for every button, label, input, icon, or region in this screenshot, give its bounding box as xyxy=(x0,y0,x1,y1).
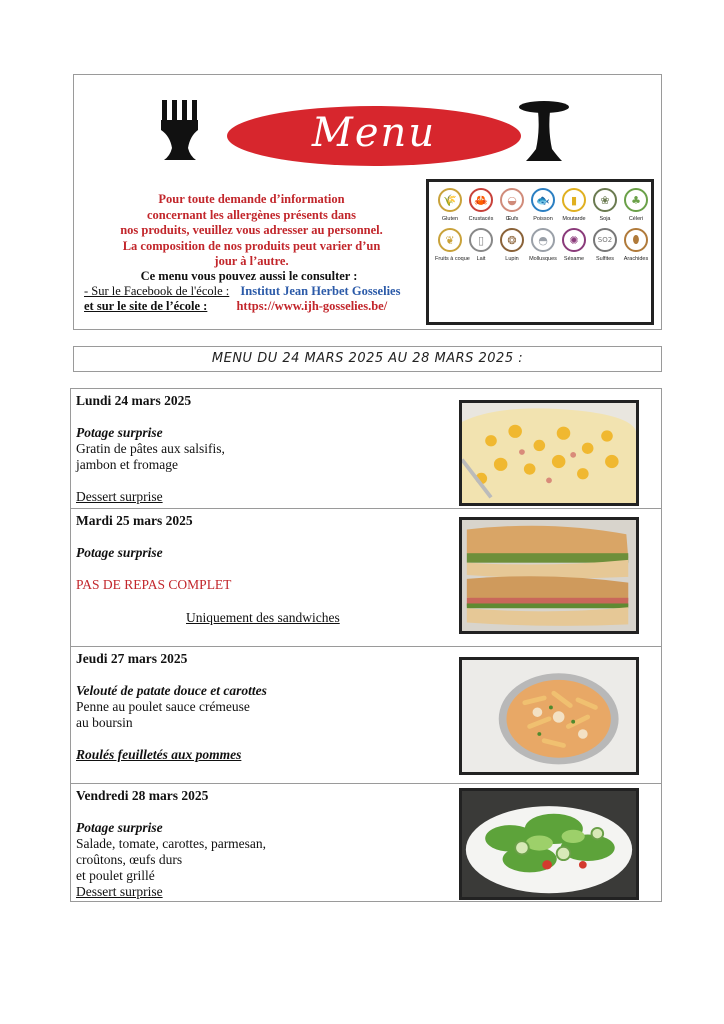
consult-info xyxy=(84,269,414,314)
day-notice: PAS DE REPAS COMPLET xyxy=(76,577,232,592)
pasta-gratin-photo xyxy=(459,400,639,506)
allergen-nut xyxy=(435,228,470,262)
stand-icon xyxy=(518,101,570,163)
day-date: Mardi 25 mars 2025 xyxy=(76,513,193,528)
day-main: Penne au poulet sauce crémeuse xyxy=(76,699,250,714)
nut-icon: ❦ xyxy=(438,228,462,252)
day-row-tuesday xyxy=(71,508,661,646)
egg-icon: ◒ xyxy=(500,188,524,212)
day-soup: Velouté de patate douce et carottes xyxy=(76,683,267,698)
info-line: La composition de nos produits peut varier d’un xyxy=(122,238,381,253)
day-dessert: Roulés feuilletés aux pommes xyxy=(76,747,242,762)
day-note: Uniquement des sandwiches xyxy=(186,610,340,625)
allergen-label: Sésame xyxy=(563,256,585,262)
day-row-monday xyxy=(71,389,661,508)
crab-icon: 🦀 xyxy=(469,188,493,212)
info-line: nos produits, veuillez vous adresser au personnel. xyxy=(120,223,383,237)
day-soup: Potage surprise xyxy=(76,820,163,835)
menu-header xyxy=(73,74,662,330)
fork-icon xyxy=(160,100,200,162)
menu-title-bar xyxy=(73,346,662,372)
site-row xyxy=(84,299,414,314)
day-soup: Potage surprise xyxy=(76,545,163,560)
info-line: Pour toute demande d’information xyxy=(158,192,345,206)
day-main: Gratin de pâtes aux salsifis, xyxy=(76,441,225,456)
allergen-label: Œufs xyxy=(505,216,519,222)
day-main: au boursin xyxy=(76,715,133,730)
allergen-mustard xyxy=(559,188,589,222)
allergen-label: Lait xyxy=(476,256,486,262)
site-link[interactable]: https://www.ijh-gosselies.be/ xyxy=(236,299,388,313)
day-row-thursday xyxy=(71,646,661,783)
allergen-grid xyxy=(435,188,651,262)
day-main: et poulet grillé xyxy=(76,868,155,883)
allergen-label: Soja xyxy=(599,216,611,222)
allergen-label: Lupin xyxy=(505,256,519,262)
menu-logo xyxy=(227,106,521,166)
menu-logo-text: Menu xyxy=(311,110,437,156)
facebook-link[interactable]: Institut Jean Herbet Gosselies xyxy=(240,284,401,298)
allergen-label: Arachides xyxy=(623,256,649,262)
so2-icon: SO2 xyxy=(593,228,617,252)
celery-icon: ♣ xyxy=(624,188,648,212)
day-row-friday xyxy=(71,783,661,901)
allergen-sesame xyxy=(559,228,589,262)
penne-chicken-photo xyxy=(459,657,639,775)
allergen-crab xyxy=(466,188,496,222)
day-date: Vendredi 28 mars 2025 xyxy=(76,788,209,803)
shell-icon: ◓ xyxy=(531,228,555,252)
day-date: Lundi 24 mars 2025 xyxy=(76,393,192,408)
allergen-label: Moutarde xyxy=(562,216,586,222)
facebook-row xyxy=(84,284,414,299)
allergen-label: Fruits à coque xyxy=(435,256,470,262)
soy-icon: ❀ xyxy=(593,188,617,212)
allergen-label: Crustacés xyxy=(468,216,494,222)
day-main: jambon et fromage xyxy=(76,457,178,472)
allergen-info xyxy=(79,192,424,270)
wheat-icon: 🌾 xyxy=(438,188,462,212)
allergen-celery xyxy=(621,188,651,222)
day-main: Salade, tomate, carottes, parmesan, xyxy=(76,836,267,851)
allergen-wheat xyxy=(435,188,465,222)
allergen-label: Poisson xyxy=(533,216,553,222)
allergen-soy xyxy=(590,188,620,222)
allergen-lupin xyxy=(497,228,527,262)
consult-text: Ce menu vous pouvez aussi le consulter : xyxy=(140,269,358,283)
info-line: jour à l’autre. xyxy=(214,254,289,268)
allergen-milk xyxy=(466,228,496,262)
day-date: Jeudi 27 mars 2025 xyxy=(76,651,188,666)
salad-photo xyxy=(459,788,639,900)
days-table xyxy=(70,388,662,902)
day-soup: Potage surprise xyxy=(76,425,163,440)
allergen-shell xyxy=(528,228,558,262)
milk-icon: ▯ xyxy=(469,228,493,252)
day-dessert: Dessert surprise xyxy=(76,489,163,504)
mustard-icon: ▮ xyxy=(562,188,586,212)
allergen-label: Gluten xyxy=(441,216,459,222)
peanut-icon: ⬮ xyxy=(624,228,648,252)
allergen-so2 xyxy=(590,228,620,262)
allergen-egg xyxy=(497,188,527,222)
fish-icon: 🐟 xyxy=(531,188,555,212)
sandwiches-photo xyxy=(459,517,639,634)
sesame-icon: ✺ xyxy=(562,228,586,252)
allergen-label: Céleri xyxy=(628,216,644,222)
allergen-label: Sulfites xyxy=(595,256,615,262)
allergen-peanut xyxy=(621,228,651,262)
info-line: concernant les allergènes présents dans xyxy=(146,207,356,222)
lupin-icon: ❂ xyxy=(500,228,524,252)
day-main: croûtons, œufs durs xyxy=(76,852,183,867)
day-dessert: Dessert surprise xyxy=(76,884,163,899)
menu-title: MENU DU 24 MARS 2025 AU 28 MARS 2025 : xyxy=(211,351,524,366)
allergen-label: Mollusques xyxy=(529,256,557,262)
facebook-label: - Sur le Facebook de l'école : xyxy=(84,284,230,298)
allergen-chart xyxy=(426,179,654,325)
allergen-fish xyxy=(528,188,558,222)
site-label: et sur le site de l’école : xyxy=(84,299,208,313)
